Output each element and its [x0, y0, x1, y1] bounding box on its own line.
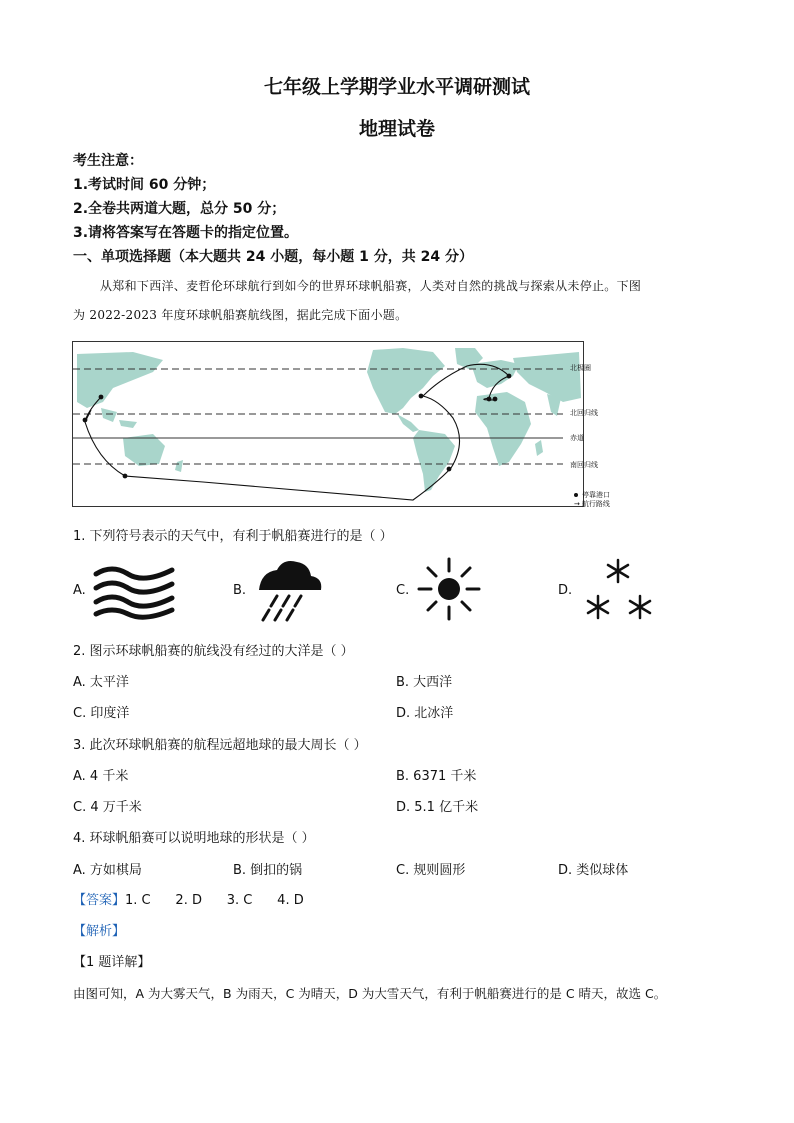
sun-icon: [416, 556, 482, 622]
q2-option-c[interactable]: C. 印度洋: [73, 706, 130, 721]
q4-option-a[interactable]: A. 方如棋局: [73, 863, 142, 878]
notice-item: 1.考试时间 60 分钟；: [73, 177, 216, 193]
question-1-stem: 1. 下列符号表示的天气中，有利于帆船赛进行的是（ ）: [73, 529, 393, 544]
page-title: 七年级上学期学业水平调研测试: [263, 76, 530, 98]
q1-option-c-label[interactable]: C.: [396, 583, 410, 598]
tropic-cancer-label: 北回归线: [570, 409, 598, 417]
q3-option-d[interactable]: D. 5.1 亿千米: [396, 800, 479, 815]
port-marker-icon: [574, 493, 578, 497]
q4-option-c[interactable]: C. 规则圆形: [396, 863, 466, 878]
question-2-stem: 2. 图示环球帆船赛的航线没有经过的大洋是（ ）: [73, 644, 354, 659]
intro-text: 为 2022-2023 年度环球帆船赛航线图，据此完成下面小题。: [73, 308, 408, 322]
route-arrow-icon: →: [574, 500, 580, 508]
sailing-route-map: [72, 341, 584, 507]
answer-line: [73, 889, 304, 908]
continents: [77, 348, 581, 492]
fog-icon: [90, 560, 180, 620]
sailing-route: [85, 364, 509, 500]
arctic-circle-label: 北极圈: [570, 364, 591, 372]
q4-option-d[interactable]: D. 类似球体: [558, 863, 629, 878]
legend-port: 停靠港口: [574, 490, 610, 500]
answer-label: 【答案】: [73, 893, 126, 908]
tropic-capricorn-label: 南回归线: [570, 461, 598, 469]
q1-option-b-label[interactable]: B.: [233, 583, 247, 598]
page-subtitle: 地理试卷: [358, 118, 435, 140]
q2-option-a[interactable]: A. 太平洋: [73, 675, 129, 690]
notice-heading: 考生注意：: [73, 153, 143, 169]
notice-item: 3.请将答案写在答题卡的指定位置。: [73, 225, 299, 241]
world-map-svg: [73, 342, 583, 506]
detail-1-text: 由图可知，A 为大雾天气，B 为雨天，C 为晴天，D 为大雪天气，有利于帆船赛进行的是 C 晴天，故选 C。: [73, 986, 667, 1001]
snow-icon: [580, 556, 660, 622]
q2-option-b[interactable]: B. 大西洋: [396, 675, 453, 690]
detail-1-label: 【1 题详解】: [73, 955, 151, 970]
notice-item: 2.全卷共两道大题，总分 50 分；: [73, 201, 286, 217]
section-heading: 一、单项选择题（本大题共 24 小题，每小题 1 分，共 24 分）: [73, 249, 473, 265]
q1-option-d-label[interactable]: D.: [558, 583, 573, 598]
intro-text: 从郑和下西洋、麦哲伦环球航行到如今的世界环球帆船赛，人类对自然的挑战与探索从未停止。下图: [100, 279, 642, 293]
question-4-stem: 4. 环球帆船赛可以说明地球的形状是（ ）: [73, 831, 315, 846]
analysis-label: 【解析】: [73, 924, 126, 939]
q1-option-a-label[interactable]: A.: [73, 583, 86, 598]
q4-option-b[interactable]: B. 倒扣的锅: [233, 863, 303, 878]
q3-option-c[interactable]: C. 4 万千米: [73, 800, 142, 815]
answer-text: 1. C 2. D 3. C 4. D: [125, 893, 304, 908]
q3-option-a[interactable]: A. 4 千米: [73, 769, 129, 784]
q3-option-b[interactable]: B. 6371 千米: [396, 769, 477, 784]
legend-route: → 航行路线: [574, 500, 610, 508]
equator-label: 赤道: [570, 434, 584, 442]
rain-icon: [255, 556, 325, 622]
question-3-stem: 3. 此次环球帆船赛的航程远超地球的最大周长（ ）: [73, 738, 367, 753]
q2-option-d[interactable]: D. 北冰洋: [396, 706, 454, 721]
